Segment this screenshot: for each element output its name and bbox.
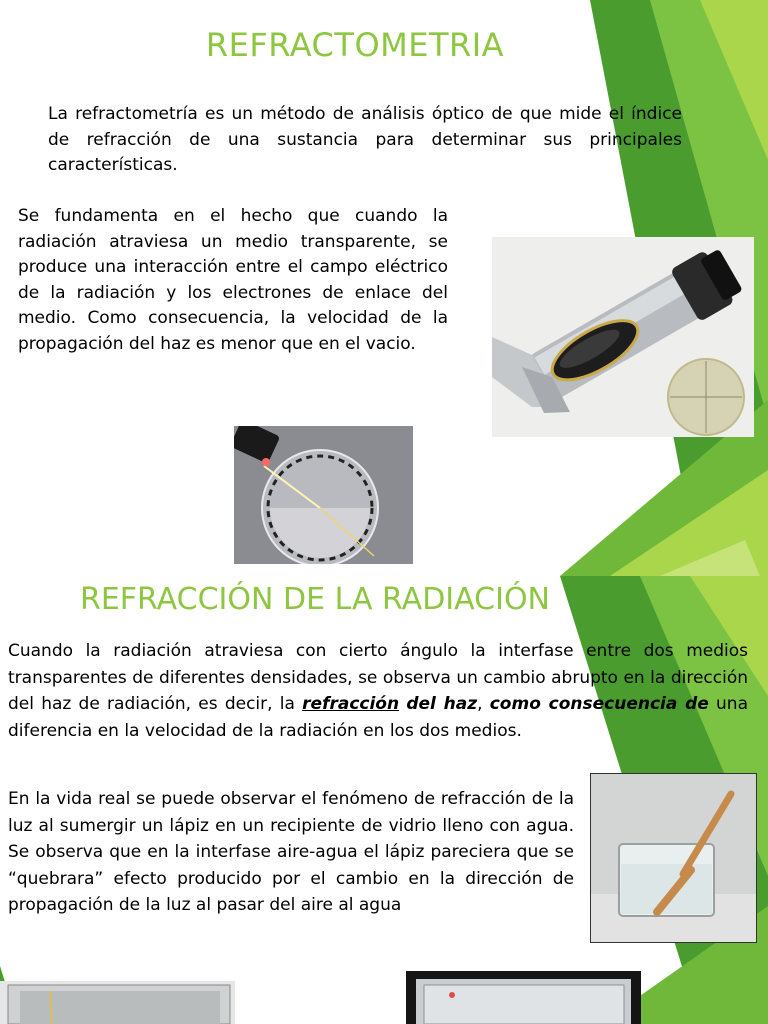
refraction-text [8,638,748,744]
emphasis-text: del haz [406,694,478,714]
slide-refraccion [0,576,768,1024]
pencil-text: En la vida real se puede observar el fenómeno de refracción de la luz al sumergir un lápiz en un recipiente de vidrio lleno con agua. Se observa que en la interfase aire-agua el lápiz pareciera que se “quebrara” efecto producido por el cambio en la dirección de propagación de la luz al pasar del aire al agua [8,789,574,915]
intro-paragraph [48,102,682,179]
intro-text: La refractometría es un método de análisis óptico de que mide el índice de refracción de una sustancia para determinar sus principales características. [48,104,682,175]
refraction-experiment-photo [234,426,413,564]
page-title: REFRACTOMETRIA [205,26,505,64]
text-run: una diferencia en la velocidad de la radiación en los dos medios. [8,694,748,741]
text-run: Cuando la radiación atraviesa con cierto ángulo la interfase entre dos medios transparentes de diferentes densidades, se observa un cambio abrupto en la dirección del haz de radiación, es decir, la [8,641,748,714]
emphasis-text: como consecuencia de [489,694,709,714]
refraction-term: refracción [302,694,400,714]
refraction-paragraph [8,638,748,744]
body-paragraph [18,204,448,357]
bottom-right-photo [406,971,641,1024]
bottom-left-photo [0,981,235,1024]
pencil-paragraph [8,786,574,919]
body-text: Se fundamenta en el hecho que cuando la radiación atraviesa un medio transparente, se produce una interacción entre el campo eléctrico de la radiación y los electrones de enlace del medio. Como consecuencia, la velocidad de la propagación del haz es menor que en el vacio. [18,206,448,354]
refractometer-photo [492,237,754,437]
pencil-in-glass-photo [590,773,757,943]
text-run: , [477,694,490,714]
section-title: REFRACCIÓN DE LA RADIACIÓN [79,582,550,617]
